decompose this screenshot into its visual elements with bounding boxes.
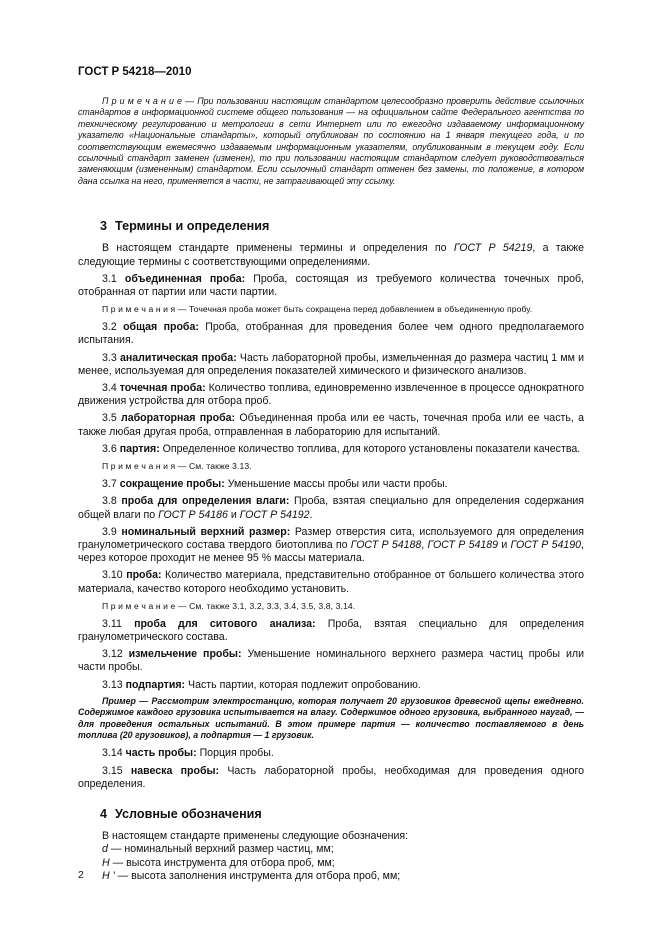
note-text: См. также 3.13. [186,461,252,472]
term-definition: Часть лабораторной пробы, необходимая для проведения одного определения. [78,764,585,790]
term-definition: Размер отверстия сита, используемого для определения гранулометрического состава твердого биотоплива по [78,525,585,551]
term-name: проба для определения влаги: [121,495,290,508]
term-definition: Количество топлива, единовременно извлеченное в процессе однократного движения устройства для отбора проб. [78,382,584,408]
section-4-title [78,808,584,821]
symbol-d [78,843,584,856]
term-name: измельчение пробы: [128,648,242,661]
term-3-10 [78,569,584,595]
note-label: П р и м е ч а н и я — [102,304,187,315]
term-3-7 [78,478,584,491]
term-number: 3.9 [102,525,117,538]
punct: . [309,508,313,521]
term-name: часть пробы: [125,747,197,760]
term-definition: Количество материала, представительно отобранное от большего количества этого материала, качество которого необходимо установить. [78,569,584,595]
term-number: 3.4 [102,382,117,395]
term-number: 3.6 [102,442,117,455]
section-4-heading: Условные обозначения [115,806,262,821]
symbol-h [78,857,584,870]
term-name: точечная проба: [119,382,206,395]
term-number: 3.12 [102,648,123,661]
term-name: общая проба: [123,321,199,334]
symbol-description: — высота заполнения инструмента для отбора проб, мм; [114,869,401,882]
note-label: П р и м е ч а н и е — [102,600,187,611]
term-definition: Проба, взятая специально для определения гранулометрического состава. [78,617,584,643]
ref-gost-54186: ГОСТ Р 54186 [158,508,228,521]
term-definition: Часть лабораторной пробы, измельченная до размера частиц 1 мм и менее, используемая для определения показателей химического и физического анализов. [78,351,584,377]
doc-header: ГОСТ Р 54218—2010 [78,66,192,78]
term-3-4 [78,382,584,408]
section-3-heading: Термины и определения [115,219,270,234]
term-definition: Объединенная проба или ее часть, точечная проба или ее часть, а также любая другая проба, отправленная в лабораторию для испытаний. [78,412,584,438]
term-name: аналитическая проба: [119,351,237,364]
term-definition: Уменьшение номинального верхнего размера частиц пробы или части пробы. [78,648,584,674]
term-3-2 [78,321,584,347]
ref-gost-54188: ГОСТ Р 54188 [350,538,422,551]
ref-gost-54219: ГОСТ Р 54219 [453,242,533,255]
term-3-6 [78,443,584,456]
term-definition: Проба, взятая специально для определения содержания общей влаги по [78,495,584,521]
term-name: навеска пробы: [130,764,220,777]
term-name: партия: [119,442,160,455]
term-number: 3.2 [102,321,117,334]
term-number: 3.7 [102,478,117,491]
term-3-11 [78,618,584,644]
term-number: 3.3 [102,351,117,364]
term-3-15 [78,765,584,791]
ref-gost-54189: ГОСТ Р 54189 [427,538,499,551]
term-definition: Проба, отобранная для проведения более чем одного предполагаемого испытания. [78,321,584,347]
term-name: подпартия: [125,678,186,691]
sep: , [421,538,428,551]
note-label: П р и м е ч а н и я — [102,461,187,472]
symbol-description: — высота инструмента для отбора проб, мм; [109,856,335,869]
term-number: 3.15 [102,764,123,777]
page-content [78,96,584,883]
term-name: лабораторная проба: [121,412,236,425]
term-3-12 [78,648,584,674]
term-name: проба для ситового анализа: [134,617,316,630]
section-4-intro: В настоящем стандарте применены следующие обозначения: [102,830,409,843]
term-3-1 [78,273,584,299]
term-3-3 [78,352,584,378]
term-3-9 [78,526,584,566]
note-3-6 [78,460,584,472]
conj: и [498,538,511,551]
term-definition: Часть партии, которая подлежит опробованию. [185,678,421,691]
symbol-letter: d [102,843,108,856]
term-name: объединенная проба: [124,272,246,285]
term-3-5 [78,412,584,438]
section-3-title [78,220,584,233]
term-name: проба: [126,569,162,582]
page-number: 2 [78,869,84,881]
intro-note-label: П р и м е ч а н и е — [102,96,194,106]
note-3-10 [78,600,584,612]
term-number: 3.1 [102,272,117,285]
term-3-14 [78,747,584,760]
example-paragraph: Пример — Рассмотрим электростанцию, которая получает 20 грузовиков древесной щепы ежедневно. Содержимое каждого грузовика испытывается на влагу. Содержимое одного грузовика, выбранного наугад, — для проведения остальных испытаний. В этом примере партия — количество поставляемого в день топлива (20 грузовиков), а подпартия — 1 грузовик. [78,695,584,740]
term-definition: Уменьшение массы пробы или части пробы. [224,478,448,491]
symbol-description: — номинальный верхний размер частиц, мм; [107,843,334,856]
term-number: 3.14 [102,747,123,760]
conj: и [227,508,240,521]
term-name: сокращение пробы: [119,478,225,491]
intro-text-end: , а также следующие термины с соответствующими определениями. [78,242,584,268]
term-number: 3.10 [102,569,123,582]
term-definition-end: , через которое проходит не менее 95 % массы материала. [78,538,584,565]
intro-note [78,96,584,187]
note-text: См. также 3.1, 3.2, 3.3, 3.4, 3.5, 3.8, 3.14. [186,600,356,611]
symbol-letter: H [102,856,110,869]
term-number: 3.13 [102,678,123,691]
term-definition: Определенное количество топлива, для которого установлены показатели качества. [159,442,581,455]
ref-gost-54190: ГОСТ Р 54190 [510,538,582,551]
term-number: 3.11 [102,617,122,630]
note-3-1 [78,303,584,315]
term-number: 3.8 [102,495,117,508]
section-3-intro [78,242,584,268]
term-definition: Порция пробы. [196,747,274,760]
term-definition: Проба, состоящая из требуемого количества точечных проб, отобранная от партии или части партии. [78,272,584,299]
ref-gost-54192: ГОСТ Р 54192 [239,508,310,521]
section-3-number: 3 [100,219,108,234]
symbol-letter: H ' [102,869,115,882]
intro-note-text: При пользовании настоящим стандартом целесообразно проверить действие ссылочных стандартов в информационной системе общего пользования — на официальном сайте Федерального агентства по техническому регулированию и метрологии в сети Интернет или по ежегодно издаваемому информационному указателю «Национальные стандарты», который опубликован по состоянию на 1 января текущего года, и по соответствующим ежемесячно издаваемым информационным указателям, опубликованным в текущем году. Если ссылочный стандарт заменен (изменен), то при пользовании настоящим стандартом следует руководствоваться заменяющим (измененным) стандартом. Если ссылочный стандарт отменен без замены, то положение, в котором дана ссылка на него, применяется в части, не затрагивающей эту ссылку. [78,96,585,186]
term-number: 3.5 [102,412,117,425]
term-3-13 [78,679,584,692]
term-name: номинальный верхний размер: [121,525,291,538]
note-text: Точечная проба может быть сокращена перед добавлением в объединенную пробу. [186,304,533,315]
term-3-8 [78,495,584,521]
section-4-number: 4 [100,806,108,821]
symbol-h-prime [78,870,584,883]
intro-text: В настоящем стандарте применены термины и определения по [102,242,454,255]
